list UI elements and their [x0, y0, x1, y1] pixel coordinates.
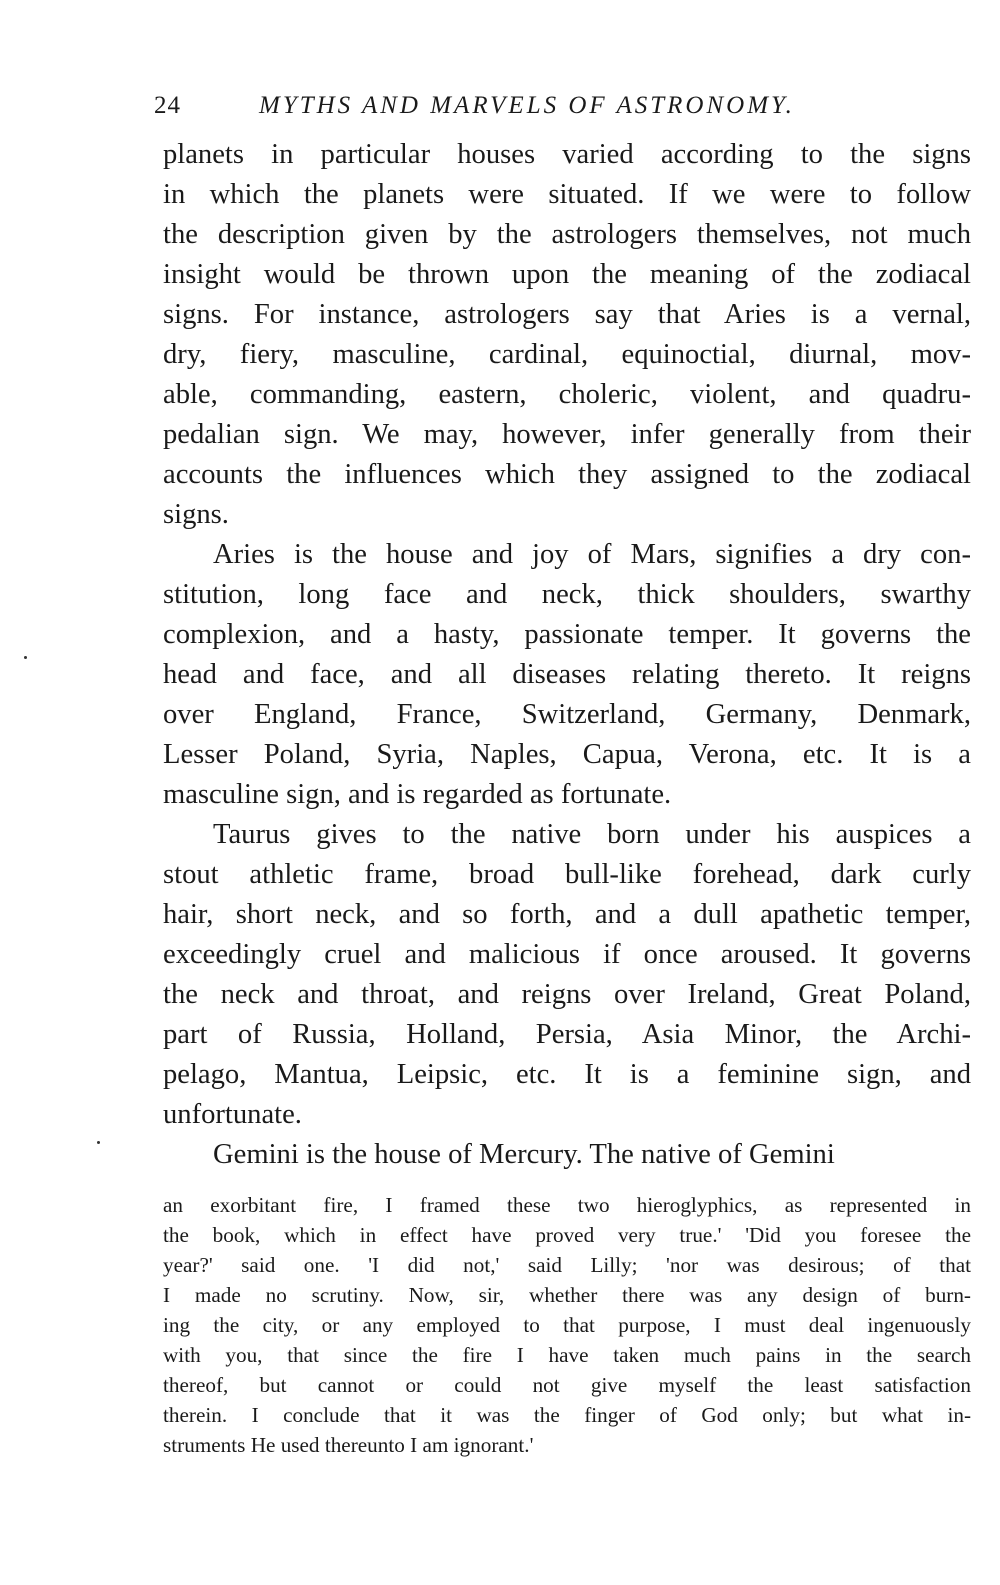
text-line: insight would be thrown upon the meaning of the zodiacal: [163, 259, 971, 290]
text-line: planets in particular houses varied according to the signs: [163, 139, 971, 170]
footnote-line: the book, which in effect have proved very true.' 'Did you foresee the: [163, 1223, 971, 1247]
footnote-line: with you, that since the fire I have taken much pains in the search: [163, 1343, 971, 1367]
text-line: head and face, and all diseases relating thereto. It reigns: [163, 659, 971, 690]
text-line: in which the planets were situated. If we were to follow: [163, 179, 971, 210]
footnote-line: year?' said one. 'I did not,' said Lilly; 'nor was desirous; of that: [163, 1253, 971, 1277]
text-line: Taurus gives to the native born under his auspices a: [213, 819, 971, 850]
page-number: 24: [154, 92, 181, 119]
text-line: stitution, long face and neck, thick shoulders, swarthy: [163, 579, 971, 610]
footnote-line: I made no scrutiny. Now, sir, whether there was any design of burn-: [163, 1283, 971, 1307]
text-line: dry, fiery, masculine, cardinal, equinoctial, diurnal, mov-: [163, 339, 971, 370]
text-line: part of Russia, Holland, Persia, Asia Minor, the Archi-: [163, 1019, 971, 1050]
text-line: pelago, Mantua, Leipsic, etc. It is a feminine sign, and: [163, 1059, 971, 1090]
running-head: [154, 86, 971, 126]
text-line: the description given by the astrologers themselves, not much: [163, 219, 971, 250]
footnote-line: struments He used thereunto I am ignorant.': [163, 1433, 534, 1457]
print-speck: [24, 656, 27, 659]
text-line: the neck and throat, and reigns over Ireland, Great Poland,: [163, 979, 971, 1010]
running-title: MYTHS AND MARVELS OF ASTRONOMY.: [259, 92, 795, 119]
text-line: masculine sign, and is regarded as fortunate.: [163, 779, 672, 810]
footnote-line: thereof, but cannot or could not give myself the least satisfaction: [163, 1373, 971, 1397]
text-line: signs. For instance, astrologers say that Aries is a vernal,: [163, 299, 971, 330]
text-line: accounts the influences which they assigned to the zodiacal: [163, 459, 971, 490]
text-line: Aries is the house and joy of Mars, signifies a dry con-: [213, 539, 971, 570]
footnote-line: an exorbitant fire, I framed these two hieroglyphics, as represented in: [163, 1193, 971, 1217]
footnote-line: therein. I conclude that it was the finger of God only; but what in-: [163, 1403, 971, 1427]
text-line: Gemini is the house of Mercury. The native of Gemini: [213, 1139, 835, 1170]
text-line: stout athletic frame, broad bull-like forehead, dark curly: [163, 859, 971, 890]
book-page: [154, 86, 971, 1460]
footnote: [163, 1190, 971, 1460]
text-line: pedalian sign. We may, however, infer generally from their: [163, 419, 971, 450]
text-line: able, commanding, eastern, choleric, violent, and quadru-: [163, 379, 971, 410]
text-line: complexion, and a hasty, passionate temper. It governs the: [163, 619, 971, 650]
text-line: signs.: [163, 499, 229, 530]
text-line: unfortunate.: [163, 1099, 302, 1130]
text-line: Lesser Poland, Syria, Naples, Capua, Verona, etc. It is a: [163, 739, 971, 770]
body-text: [163, 135, 971, 1175]
footnote-line: ing the city, or any employed to that purpose, I must deal ingenuously: [163, 1313, 971, 1337]
text-line: over England, France, Switzerland, Germany, Denmark,: [163, 699, 971, 730]
text-line: exceedingly cruel and malicious if once aroused. It governs: [163, 939, 971, 970]
text-line: hair, short neck, and so forth, and a dull apathetic temper,: [163, 899, 971, 930]
print-speck: [97, 1141, 100, 1144]
